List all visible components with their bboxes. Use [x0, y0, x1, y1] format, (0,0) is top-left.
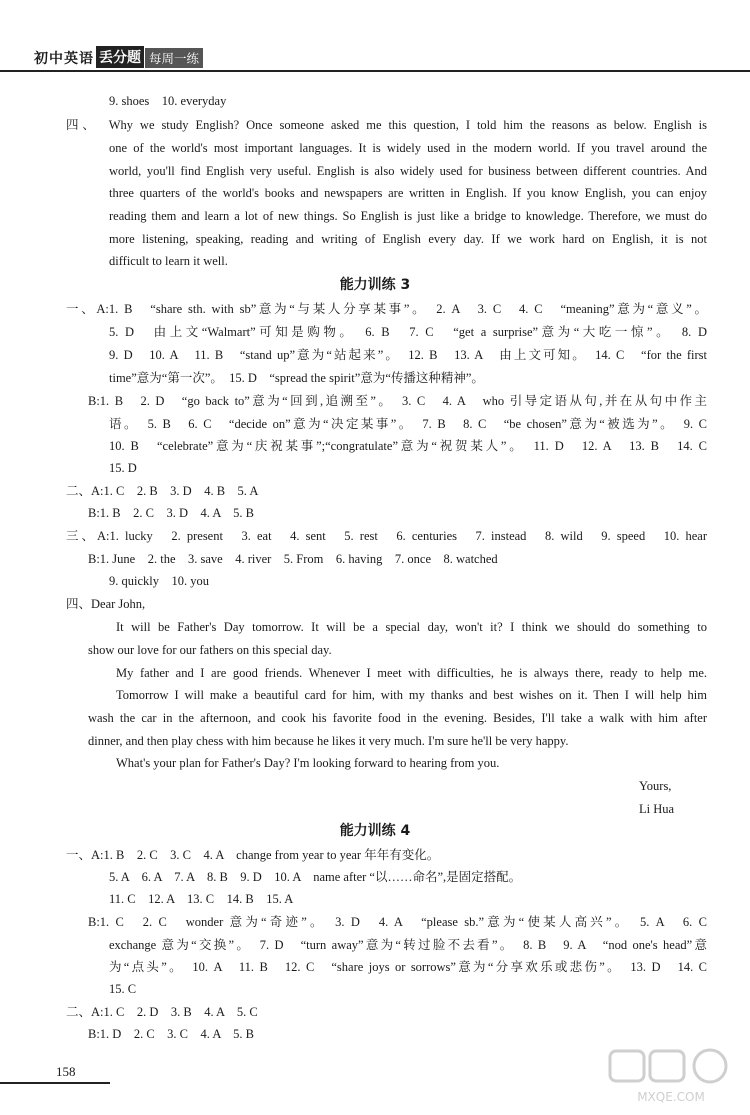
header-series-title: 初中英语: [34, 51, 94, 67]
text-line: Yours,: [639, 779, 672, 793]
text-line: 一、A:1. B “share sth. with sb”意为“与某人分享某事”。 2. A 3. C 4. C “meaning”意为“意义”。: [66, 302, 707, 316]
text-line: 四、Dear John,: [66, 597, 146, 611]
footer-rule: [0, 1082, 110, 1084]
text-line: Tomorrow I will make a beautiful card for him, with my thanks and best wishes on it. Then I will help him: [116, 688, 707, 702]
text-line: show our love for our fathers on this special day.: [88, 643, 332, 657]
header-badge: 丢分题: [96, 46, 144, 68]
text-line: B:1. B 2. D “go back to”意为“回到,追溯至”。 3. C 4. A who 引导定语从句,并在从句中作主: [88, 394, 707, 408]
running-header: [34, 46, 203, 68]
text-line: more listening, speaking, reading and writing of English every day. If we work hard on English, it is not: [109, 232, 707, 246]
text-line: wash the car in the afternoon, and cook his favorite food in the evening. Besides, I'll take a walk with him after: [88, 711, 707, 725]
section-heading: 能力训练 4: [339, 823, 411, 839]
text-line: It will be Father's Day tomorrow. It will be a special day, won't it? I think we should do something to: [116, 620, 707, 634]
text-line: B:1. C 2. C wonder 意为“奇迹”。 3. D 4. A “please sb.”意为“使某人高兴”。 5. A 6. C: [88, 915, 707, 929]
text-line: 语。 5. B 6. C “decide on”意为“决定某事”。 7. B 8. C “be chosen”意为“被选为”。 9. C: [109, 417, 707, 431]
text-line: 9. quickly 10. you: [109, 574, 209, 588]
text-line: world, you'll find English very useful. English is also widely used for business between different countries. And: [109, 164, 707, 178]
watermark-logo: [606, 1045, 736, 1107]
text-line: B:1. B 2. C 3. D 4. A 5. B: [88, 506, 254, 520]
text-line: 三、A:1. lucky 2. present 3. eat 4. sent 5. rest 6. centuries 7. instead 8. wild 9. speed 10. hear: [66, 529, 707, 543]
text-line: 二、A:1. C 2. B 3. D 4. B 5. A: [66, 484, 259, 498]
text-line: reading them and learn a lot of new things. So English is just like a bridge to knowledge. Therefore, we must do: [109, 209, 707, 223]
text-line: 10. B “celebrate”意为“庆祝某事”;“congratulate”意为“祝贺某人”。 11. D 12. A 13. B 14. C: [109, 439, 707, 453]
text-line: 四、 Why we study English? Once someone asked me this question, I told him the reasons as below. English is: [66, 118, 707, 132]
text-line: 二、A:1. C 2. D 3. B 4. A 5. C: [66, 1005, 258, 1019]
text-line: 为“点头”。 10. A 11. B 12. C “share joys or sorrows”意为“分享欢乐或悲伤”。 13. D 14. C: [109, 960, 707, 974]
text-line: 11. C 12. A 13. C 14. B 15. A: [109, 892, 294, 906]
text-line: dinner, and then play chess with him because he likes it very much. I'm sure he'll be very happy.: [88, 734, 569, 748]
text-line: B:1. D 2. C 3. C 4. A 5. B: [88, 1027, 254, 1041]
text-line: time”意为“第一次”。 15. D “spread the spirit”意为“传播这种精神”。: [109, 371, 484, 385]
text-line: B:1. June 2. the 3. save 4. river 5. From 6. having 7. once 8. watched: [88, 552, 498, 566]
header-rule: [0, 70, 750, 72]
text-line: What's your plan for Father's Day? I'm looking forward to hearing from you.: [116, 756, 500, 770]
text-line: difficult to learn it well.: [109, 254, 228, 268]
text-line: 5. D 由上文“Walmart”可知是购物。 6. B 7. C “get a surprise”意为“大吃一惊”。 8. D: [109, 325, 707, 339]
text-line: three quarters of the world's books and newspapers are written in English. If you know English, you can enjoy: [109, 186, 707, 200]
text-line: 9. D 10. A 11. B “stand up”意为“站起来”。 12. B 13. A 由上文可知。 14. C “for the first: [109, 348, 707, 362]
section-heading: 能力训练 3: [339, 277, 411, 293]
text-line: one of the world's most important languages. It is widely used in the modern world. If you travel around the: [109, 141, 707, 155]
svg-text:MXQE.COM: MXQE.COM: [637, 1090, 705, 1104]
header-subtitle: 每周一练: [145, 48, 203, 68]
text-line: 9. shoes 10. everyday: [109, 94, 227, 108]
text-line: 15. C: [109, 982, 137, 996]
page-number: 158: [56, 1064, 76, 1079]
text-line: exchange 意为“交换”。 7. D “turn away”意为“转过脸不去看”。 8. B 9. A “nod one's head”意: [109, 938, 707, 952]
text-line: 5. A 6. A 7. A 8. B 9. D 10. A name after “以……命名”,是固定搭配。: [109, 870, 522, 884]
text-line: My father and I are good friends. Whenever I meet with difficulties, he is always there, ready to help me.: [116, 666, 707, 680]
text-line: 一、A:1. B 2. C 3. C 4. A change from year to year 年年有变化。: [66, 848, 440, 862]
text-line: Li Hua: [639, 802, 675, 816]
text-line: 15. D: [109, 461, 137, 475]
